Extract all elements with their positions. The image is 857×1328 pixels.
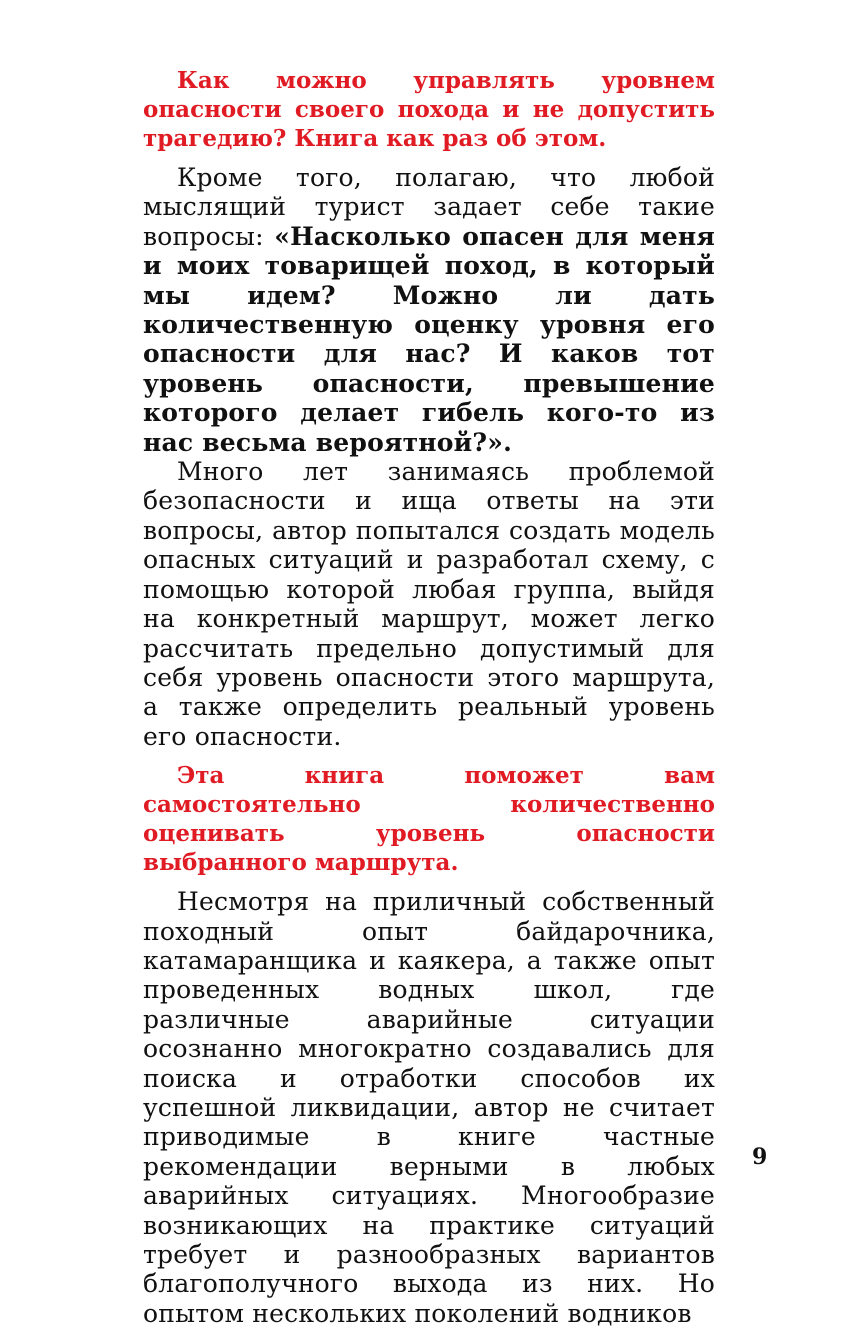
paragraph-2-plain: Кроме того, полагаю, что любой мыслящий турист задает себе такие вопросы: [143,163,715,251]
paragraph-2-bold-quote: «Насколько опасен для меня и моих товарищей поход, в который мы идем? Можно ли дать количественную оценку уровня его опасности для нас? И каков тот уровень опасности, превышение которого делает гибель кого-то из нас весьма вероятной?». [143,221,715,457]
highlight-paragraph-2: Эта книга поможет вам самостоятельно количественно оценивать уровень опасности выбранного маршрута. [143,762,715,877]
paragraph-2 [143,163,715,457]
highlight-paragraph-1: Как можно управлять уровнем опасности своего похода и не допустить трагедию? Книга как раз об этом. [143,67,715,152]
paragraph-3: Много лет занимаясь проблемой безопасности и ища ответы на эти вопросы, автор попытался создать модель опасных ситуаций и разработал схему, с помощью которой любая группа, выйдя на конкретный маршрут, может легко рассчитать предельно допустимый для себя уровень опасности этого маршрута, а также определить реальный уровень его опасности. [143,457,715,751]
page-content [143,66,715,1328]
page-number: 9 [752,1144,768,1170]
paragraph-5: Несмотря на приличный собственный походный опыт байдарочника, катамаранщика и каякера, а также опыт проведенных водных школ, где различные аварийные ситуации осознанно многократно создавались для поиска и отработки способов их успешной ликвидации, автор не считает приводимые в книге частные рекомендации верными в любых аварийных ситуациях. Многообразие возникающих на практике ситуаций требует и разнообразных вариантов благополучного выхода из них. Но опытом нескольких поколений водников [143,887,715,1328]
